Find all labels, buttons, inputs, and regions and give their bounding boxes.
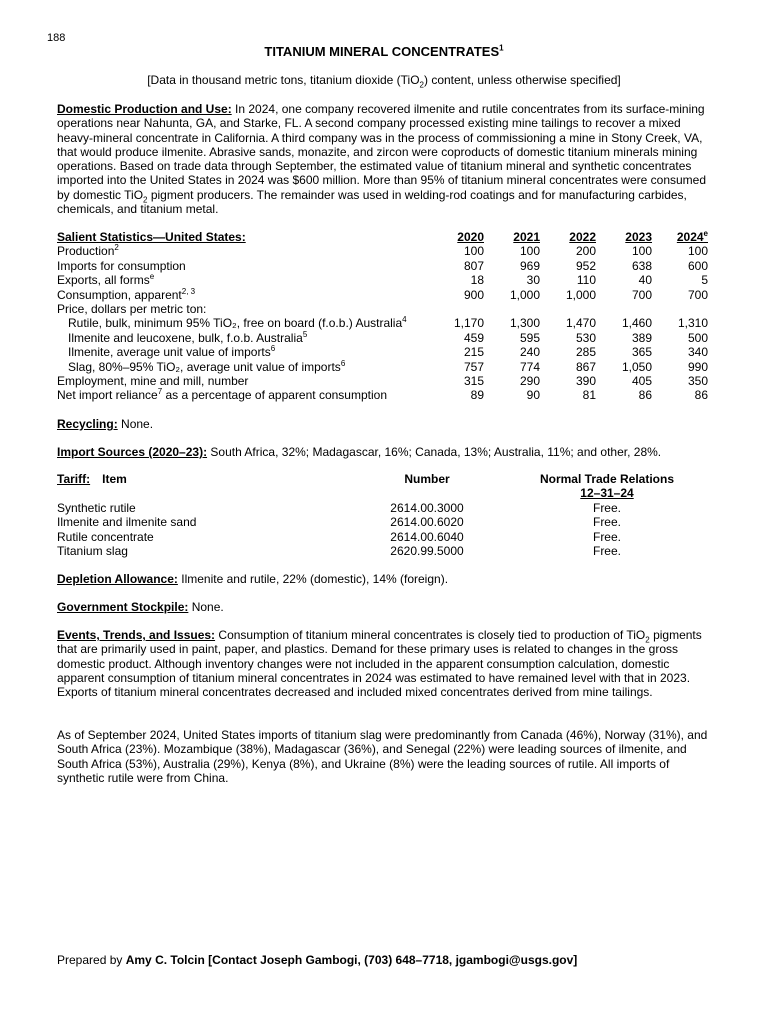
- stats-value: 89: [470, 388, 484, 403]
- stats-row: [57, 374, 708, 388]
- salient-body: [57, 244, 708, 402]
- stats-value: 100: [519, 244, 540, 259]
- stats-value: 952: [575, 258, 596, 273]
- tariff-number: 2620.99.5000: [390, 543, 464, 558]
- stats-value: 86: [638, 388, 652, 403]
- events-text-b: pigments that are primarily used in paint, paper, and plastics. Demand for these primary uses is related to changes in the gross domestic product. Although inventory changes were not included in the apparent consumption calculation, domestic apparent consumption of titanium mineral concentrates in 2024 was estimated to have remained level with that in 2023. Exports of titanium mineral concentrates decreased and included mixed concentrates derived from mine tailings.: [57, 628, 702, 700]
- stats-row-label: [57, 316, 428, 330]
- stats-value: 1,000: [509, 287, 540, 302]
- stats-value: 405: [631, 374, 652, 389]
- footer-prefix: Prepared by: [57, 953, 126, 967]
- tariff-item: Ilmenite and ilmenite sand: [57, 515, 197, 530]
- events-paragraph-2: As of September 2024, United States imports of titanium slag were predominantly from Canada (46%), Norway (31%), and South Africa (23%). Mozambique (38%), Madagascar (36%), and Senegal (22%) were leading sources of ilmenite, and South Africa (53%), Australia (29%), Kenya (8%), and Ukraine (8%) were the leading sources of rutile. All imports of synthetic rutile were from China.: [57, 728, 708, 785]
- stats-row: [57, 244, 708, 258]
- stats-value: 638: [631, 258, 652, 273]
- stats-row-label: [57, 244, 428, 258]
- import-sources-heading: Import Sources (2020–23):: [57, 445, 208, 459]
- stats-value: [652, 302, 708, 316]
- stats-footnote: 4: [402, 315, 407, 325]
- tariff-heading-group: [57, 472, 127, 486]
- salient-statistics-table: [57, 230, 708, 403]
- stats-value: 900: [463, 287, 484, 302]
- stats-value: [484, 302, 540, 316]
- stats-label-text: Rutile, bulk, minimum 95% TiO₂, free on board (f.o.b.) Australia: [68, 316, 403, 331]
- stats-value: 389: [631, 330, 652, 345]
- salient-header-row: [57, 230, 708, 244]
- estimate-mark: e: [703, 229, 708, 238]
- stats-label-tail: as a percentage of apparent consumption: [162, 388, 387, 403]
- stats-footnote: 6: [340, 358, 346, 368]
- stats-row: [57, 316, 708, 330]
- stockpile-heading: Government Stockpile:: [57, 600, 189, 614]
- tariff-header-row: [57, 472, 717, 486]
- domestic-production-section: [57, 102, 712, 216]
- tariff-rate: Free.: [592, 515, 621, 530]
- stats-value: 100: [463, 244, 484, 259]
- stats-value: 1,470: [565, 316, 596, 331]
- title-note: 1: [499, 43, 504, 53]
- stats-value: 340: [687, 345, 708, 360]
- stats-value: 350: [687, 374, 708, 389]
- stats-value: 86: [694, 388, 708, 403]
- stats-row: [57, 345, 708, 359]
- stats-value: 30: [526, 273, 540, 288]
- stats-value: 40: [638, 273, 652, 288]
- stats-row-label: [57, 273, 428, 287]
- tariff-rows: [57, 501, 717, 559]
- year-header: 2023: [625, 230, 652, 244]
- depletion-heading: Depletion Allowance:: [57, 572, 178, 586]
- tariff-col-number: Number: [404, 472, 450, 486]
- stats-row: [57, 259, 708, 273]
- recycling-heading: Recycling:: [57, 417, 118, 431]
- stats-row: [57, 302, 708, 316]
- stats-label-text: Ilmenite, average unit value of imports: [68, 345, 271, 360]
- stats-value: 774: [519, 359, 540, 374]
- stats-value: 969: [519, 258, 540, 273]
- stats-label-text: Ilmenite and leucoxene, bulk, f.o.b. Australia: [68, 330, 303, 345]
- stats-value: 757: [463, 359, 484, 374]
- stats-row: [57, 388, 708, 402]
- stats-label-text: Net import reliance: [57, 388, 158, 403]
- events-sub: 2: [645, 635, 650, 645]
- stats-value: 1,310: [677, 316, 708, 331]
- recycling-text: None.: [117, 417, 154, 431]
- stats-footnote: 7: [157, 387, 163, 397]
- stats-value: [540, 302, 596, 316]
- stockpile-text: None.: [188, 600, 224, 614]
- stats-value: 5: [701, 273, 708, 288]
- stats-value: 90: [526, 388, 540, 403]
- tariff-item: Synthetic rutile: [57, 500, 136, 515]
- stats-value: 1,000: [565, 287, 596, 302]
- stats-row: [57, 360, 708, 374]
- stats-value: 390: [575, 374, 596, 389]
- stats-row-label: [57, 331, 428, 345]
- stats-value: 807: [463, 258, 484, 273]
- page-title: [0, 44, 768, 59]
- stats-value: 600: [687, 258, 708, 273]
- tariff-item: Rutile concentrate: [57, 529, 154, 544]
- tariff-row: [57, 501, 717, 515]
- stats-value: 315: [463, 374, 484, 389]
- stats-footnote: 2: [114, 243, 119, 253]
- year-header: 2022: [569, 230, 596, 244]
- import-sources-section: [57, 445, 712, 459]
- footer: [57, 953, 577, 967]
- stats-value: 215: [463, 345, 484, 360]
- stats-label-text: Production: [57, 244, 115, 259]
- tariff-row: [57, 544, 717, 558]
- stats-value: 110: [576, 273, 596, 288]
- stats-value: 1,170: [453, 316, 484, 331]
- stats-value: 459: [463, 330, 484, 345]
- domestic-sub: 2: [143, 195, 148, 205]
- subtitle-pre: [Data in thousand metric tons, titanium dioxide (TiO: [147, 73, 420, 87]
- stats-value: 18: [470, 273, 484, 288]
- tariff-col-date: 12–31–24: [580, 486, 634, 501]
- tariff-heading: Tariff:: [57, 472, 91, 486]
- tariff-rate: Free.: [592, 529, 621, 544]
- stats-label-text: Price, dollars per metric ton:: [57, 302, 207, 317]
- stats-row-label: [57, 302, 428, 316]
- stats-label-text: Imports for consumption: [57, 258, 186, 273]
- stats-value: 365: [631, 345, 652, 360]
- domestic-heading: Domestic Production and Use:: [57, 102, 232, 116]
- stats-value: 1,460: [621, 316, 652, 331]
- tariff-number: 2614.00.6020: [390, 515, 464, 530]
- import-sources-text: South Africa, 32%; Madagascar, 16%; Canada, 13%; Australia, 11%; and other, 28%.: [207, 445, 662, 459]
- tariff-rate: Free.: [592, 500, 621, 515]
- tariff-col-item: Item: [102, 472, 127, 486]
- units-note: [0, 73, 768, 90]
- stats-value: 990: [687, 359, 708, 374]
- title-text: TITANIUM MINERAL CONCENTRATES: [264, 44, 500, 59]
- tariff-row: [57, 515, 717, 529]
- domestic-text-a: In 2024, one company recovered ilmenite and rutile concentrates from its surface-mining operations near Nahunta, GA, and Starke, FL. A second company processed existing mine tailings to recover a mixed heavy-mineral concentrate in California. A third company was in the process of commissioning a mine in Stony Creek, VA, that would produce ilmenite. Abrasive sands, monazite, and zircon were coproducts of domestic titanium minerals mining operations. Based on trade data through September, the estimated value of titanium mineral and synthetic concentrates imported into the United States in 2024 was $600 million. More than 95% of titanium mineral concentrates were consumed by domestic TiO: [57, 102, 707, 202]
- stats-label-text: Consumption, apparent: [57, 287, 182, 302]
- stats-value: 100: [687, 244, 708, 259]
- recycling-section: [57, 417, 712, 431]
- stats-value: 700: [687, 287, 708, 302]
- stats-footnote: 5: [302, 329, 308, 339]
- year-header-2024: 2024: [676, 230, 704, 244]
- depletion-section: [57, 572, 712, 586]
- tariff-row: [57, 530, 717, 544]
- tariff-section: [57, 472, 717, 558]
- events-text-a: Consumption of titanium mineral concentrates is closely tied to production of TiO: [215, 628, 646, 642]
- year-header: 2020: [457, 230, 484, 244]
- stats-row: [57, 288, 708, 302]
- subtitle-post: ) content, unless otherwise specified]: [424, 73, 621, 87]
- footer-author: Amy C. Tolcin [Contact Joseph Gambogi, (703) 648–7718, jgambogi@usgs.gov]: [125, 953, 578, 967]
- stats-value: 240: [519, 345, 540, 360]
- tariff-col-ntr: Normal Trade Relations: [539, 472, 675, 486]
- stats-value: 200: [575, 244, 596, 259]
- tariff-rate: Free.: [592, 543, 621, 558]
- stats-value: 100: [631, 244, 652, 259]
- stats-value: 81: [582, 388, 596, 403]
- year-header: 2021: [513, 230, 540, 244]
- salient-heading: Salient Statistics—United States:: [57, 230, 246, 244]
- page-number: 188: [47, 32, 66, 44]
- stats-value: 285: [575, 345, 596, 360]
- stats-row-label: [57, 374, 428, 388]
- tariff-number: 2614.00.6040: [390, 529, 464, 544]
- stats-value: 290: [519, 374, 540, 389]
- depletion-text: Ilmenite and rutile, 22% (domestic), 14% (foreign).: [177, 572, 449, 586]
- tariff-date-row: [57, 486, 717, 500]
- stats-row-label: [57, 345, 428, 359]
- stats-row: [57, 273, 708, 287]
- stats-row-label: [57, 360, 428, 374]
- stats-value: 1,050: [621, 359, 652, 374]
- tariff-item: Titanium slag: [57, 543, 128, 558]
- year-header: [652, 230, 708, 244]
- stats-value: 530: [575, 330, 596, 345]
- tariff-number: 2614.00.3000: [390, 500, 464, 515]
- stats-label-text: Employment, mine and mill, number: [57, 374, 249, 389]
- subtitle-sub: 2: [419, 80, 424, 90]
- stats-value: 867: [575, 359, 596, 374]
- domestic-text-b: pigment producers. The remainder was used in welding-rod coatings and for manufacturing carbides, chemicals, and titanium metal.: [57, 187, 687, 217]
- stats-row-label: [57, 388, 428, 402]
- stats-value: 700: [631, 287, 652, 302]
- stats-value: [596, 302, 652, 316]
- events-section: [57, 628, 712, 699]
- stats-value: 595: [519, 330, 540, 345]
- events-heading: Events, Trends, and Issues:: [57, 628, 216, 642]
- stats-row: [57, 331, 708, 345]
- stats-value: 500: [687, 330, 708, 345]
- stats-value: 1,300: [509, 316, 540, 331]
- stats-label-text: Exports, all forms: [57, 273, 150, 288]
- stats-footnote: 2, 3: [181, 286, 196, 296]
- stats-label-text: Slag, 80%–95% TiO₂, average unit value of imports: [68, 359, 341, 374]
- stockpile-section: [57, 600, 712, 614]
- stats-value: [428, 302, 484, 316]
- stats-row-label: [57, 259, 428, 273]
- stats-row-label: [57, 288, 428, 302]
- stats-footnote: 6: [270, 344, 276, 354]
- stats-footnote: e: [149, 272, 155, 282]
